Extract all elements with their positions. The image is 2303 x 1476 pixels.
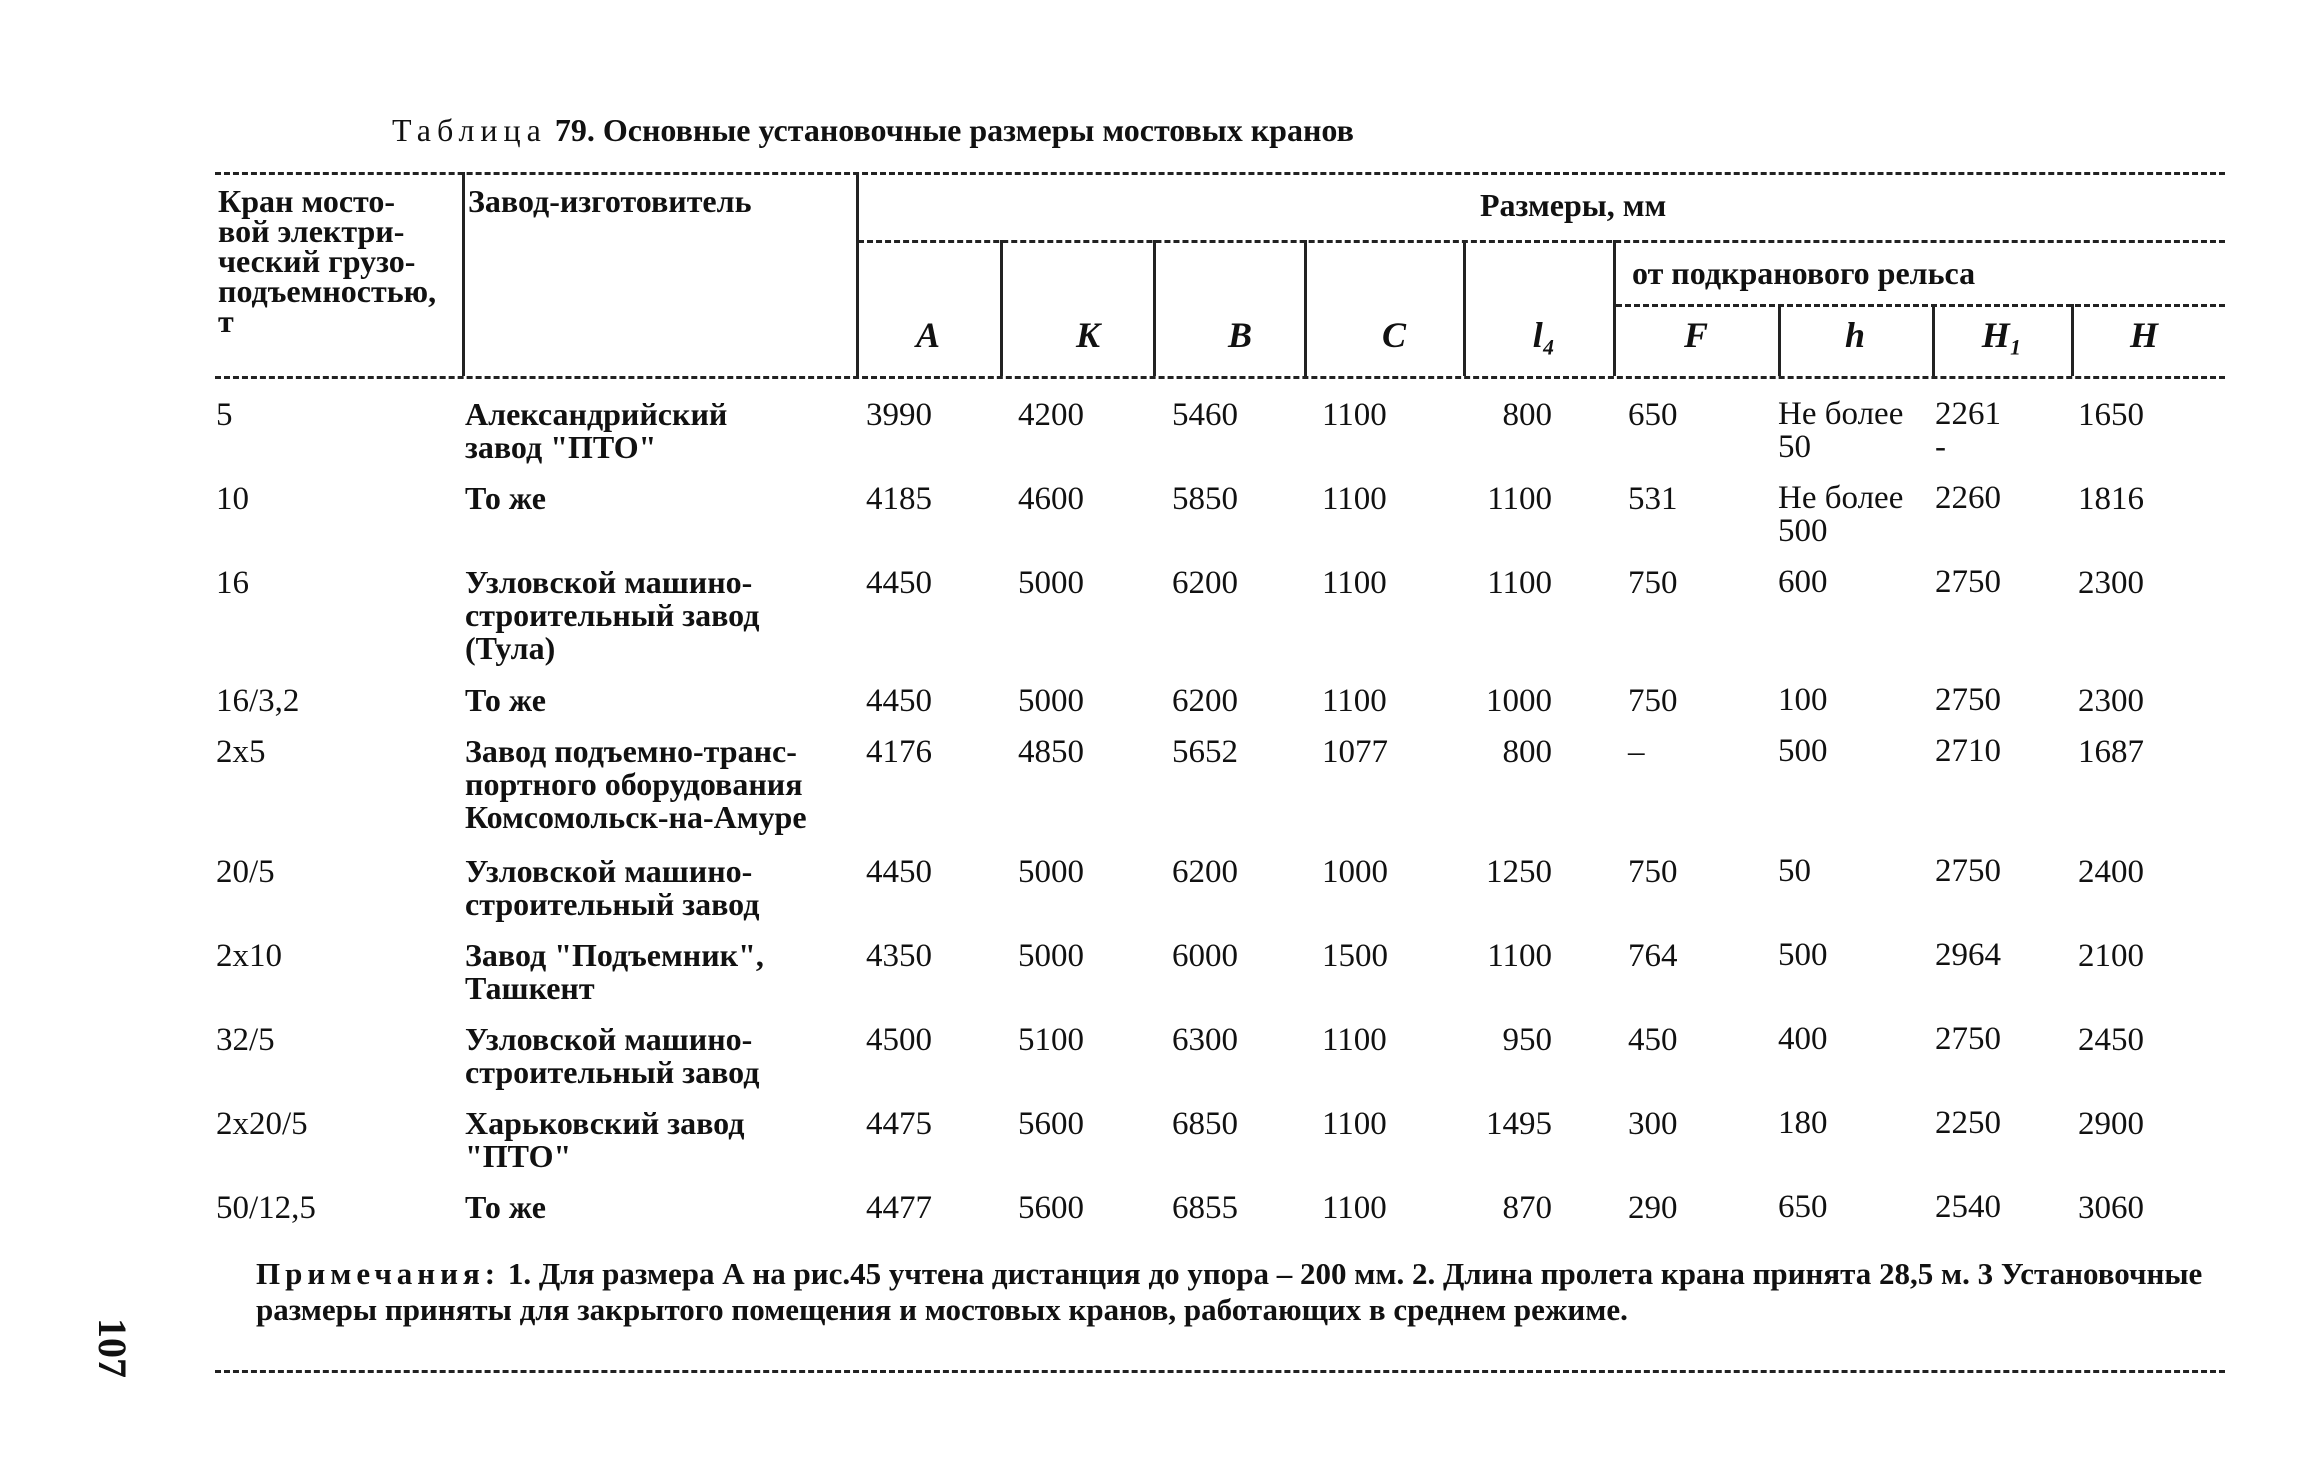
table-top-rule bbox=[215, 172, 2225, 175]
value-l4-cell: 800 bbox=[1502, 734, 1552, 770]
manufacturer-cell: Узловской машино- строительный завод (Тула) bbox=[465, 564, 760, 666]
manufacturer-cell: То же bbox=[465, 682, 546, 718]
value-l4-cell: 1100 bbox=[1487, 481, 1552, 517]
value-h-cell: 2900 bbox=[2078, 1106, 2144, 1142]
value-h-cell: 100 bbox=[1778, 682, 1828, 718]
rail-rule bbox=[1616, 304, 2225, 307]
value-b-cell: 6300 bbox=[1172, 1022, 1238, 1058]
page-number: 107 bbox=[90, 1318, 135, 1378]
manufacturer-cell: Завод подъемно-транс- портного оборудования Комсомольск-на-Амуре bbox=[465, 733, 807, 835]
value-h-cell: 650 bbox=[1778, 1189, 1828, 1225]
col-divider bbox=[856, 172, 859, 376]
value-h-cell: 2450 bbox=[2078, 1022, 2144, 1058]
value-h-cell: 500 bbox=[1778, 733, 1828, 769]
page-bottom-rule bbox=[215, 1370, 2225, 1373]
value-f-cell: 750 bbox=[1628, 854, 1678, 890]
value-a-cell: 4500 bbox=[866, 1022, 932, 1058]
value-f-cell: 750 bbox=[1628, 565, 1678, 601]
value-c-cell: 1500 bbox=[1322, 938, 1388, 974]
value-c-cell: 1100 bbox=[1322, 683, 1387, 719]
value-a-cell: 4450 bbox=[866, 565, 932, 601]
value-c-cell: 1077 bbox=[1322, 734, 1388, 770]
value-b-cell: 6855 bbox=[1172, 1190, 1238, 1226]
value-b-cell: 5850 bbox=[1172, 481, 1238, 517]
col-divider bbox=[1463, 240, 1466, 376]
value-h-cell: 500 bbox=[1778, 937, 1828, 973]
value-a-cell: 4185 bbox=[866, 481, 932, 517]
capacity-cell: 20/5 bbox=[216, 854, 275, 890]
value-h-cell: 1816 bbox=[2078, 481, 2144, 517]
value-l4-cell: 950 bbox=[1502, 1022, 1552, 1058]
capacity-cell: 2x5 bbox=[216, 734, 266, 770]
value-b-cell: 5652 bbox=[1172, 734, 1238, 770]
value-f-cell: – bbox=[1628, 734, 1645, 770]
value-f-cell: 650 bbox=[1628, 397, 1678, 433]
manufacturer-cell: То же bbox=[465, 1189, 546, 1225]
value-h-cell: Не более 500 bbox=[1778, 480, 1904, 549]
value-h-cell: 50 bbox=[1778, 853, 1811, 889]
value-h-cell: 180 bbox=[1778, 1105, 1828, 1141]
value-k-cell: 5000 bbox=[1018, 854, 1084, 890]
value-h-cell: Не более 50 bbox=[1778, 396, 1904, 465]
col-divider bbox=[1932, 304, 1935, 376]
value-k-cell: 5600 bbox=[1018, 1190, 1084, 1226]
header-symbol-l4: l₄ bbox=[1532, 315, 1556, 355]
value-k-cell: 5000 bbox=[1018, 938, 1084, 974]
col-divider bbox=[2071, 304, 2074, 376]
value-a-cell: 3990 bbox=[866, 397, 932, 433]
value-h-cell: 2300 bbox=[2078, 683, 2144, 719]
value-l4-cell: 1000 bbox=[1486, 683, 1552, 719]
value-a-cell: 4350 bbox=[866, 938, 932, 974]
value-k-cell: 5000 bbox=[1018, 683, 1084, 719]
value-f-cell: 450 bbox=[1628, 1022, 1678, 1058]
value-h1-cell: 2261 - bbox=[1935, 396, 2001, 465]
value-b-cell: 6200 bbox=[1172, 683, 1238, 719]
value-k-cell: 5600 bbox=[1018, 1106, 1084, 1142]
notes-text: 1. Для размера А на рис.45 учтена дистанция до упора – 200 мм. 2. Длина пролета крана принята 28,5 м. 3 Установочные размеры приняты для закрытого помещения и мостовых кранов, работающих в среднем режиме. bbox=[256, 1256, 2203, 1327]
capacity-cell: 5 bbox=[216, 397, 233, 433]
value-b-cell: 6850 bbox=[1172, 1106, 1238, 1142]
value-h-cell: 400 bbox=[1778, 1021, 1828, 1057]
value-c-cell: 1000 bbox=[1322, 854, 1388, 890]
capacity-cell: 16/3,2 bbox=[216, 683, 300, 719]
value-b-cell: 6000 bbox=[1172, 938, 1238, 974]
header-symbol-b: B bbox=[1227, 315, 1252, 355]
col-divider bbox=[1778, 304, 1781, 376]
value-c-cell: 1100 bbox=[1322, 565, 1387, 601]
col-divider bbox=[1000, 240, 1003, 376]
col-divider bbox=[1613, 240, 1616, 376]
header-bottom-rule bbox=[215, 376, 2225, 379]
value-h1-cell: 2964 bbox=[1935, 937, 2001, 973]
value-a-cell: 4477 bbox=[866, 1190, 932, 1226]
value-h1-cell: 2250 bbox=[1935, 1105, 2001, 1141]
header-symbol-c: C bbox=[1381, 315, 1406, 355]
col-divider bbox=[462, 172, 465, 376]
capacity-cell: 16 bbox=[216, 565, 249, 601]
header-from-rail: от подкранового рельса bbox=[1632, 255, 1976, 291]
capacity-cell: 2x20/5 bbox=[216, 1106, 308, 1142]
value-h1-cell: 2750 bbox=[1935, 682, 2001, 718]
value-k-cell: 4850 bbox=[1018, 734, 1084, 770]
sizes-rule bbox=[858, 240, 2225, 243]
value-c-cell: 1100 bbox=[1322, 1106, 1387, 1142]
manufacturer-cell: Александрийский завод "ПТО" bbox=[465, 396, 728, 465]
col-divider bbox=[1153, 240, 1156, 376]
value-h-cell: 1650 bbox=[2078, 397, 2144, 433]
value-c-cell: 1100 bbox=[1322, 1022, 1387, 1058]
header-symbol-k: K bbox=[1075, 315, 1100, 355]
value-h-cell: 2100 bbox=[2078, 938, 2144, 974]
header-symbol-a: A bbox=[915, 315, 940, 355]
value-h1-cell: 2750 bbox=[1935, 853, 2001, 889]
value-f-cell: 531 bbox=[1628, 481, 1678, 517]
capacity-cell: 10 bbox=[216, 481, 249, 517]
value-h1-cell: 2540 bbox=[1935, 1189, 2001, 1225]
value-b-cell: 6200 bbox=[1172, 854, 1238, 890]
header-symbol-f: F bbox=[1683, 315, 1708, 355]
col-divider bbox=[1304, 240, 1307, 376]
value-c-cell: 1100 bbox=[1322, 481, 1387, 517]
value-h-cell: 3060 bbox=[2078, 1190, 2144, 1226]
value-a-cell: 4450 bbox=[866, 854, 932, 890]
value-h-cell: 2300 bbox=[2078, 565, 2144, 601]
value-h-cell: 2400 bbox=[2078, 854, 2144, 890]
value-f-cell: 290 bbox=[1628, 1190, 1678, 1226]
value-k-cell: 4600 bbox=[1018, 481, 1084, 517]
value-h1-cell: 2260 bbox=[1935, 480, 2001, 516]
value-a-cell: 4176 bbox=[866, 734, 932, 770]
manufacturer-cell: Узловской машино- строительный завод bbox=[465, 853, 760, 922]
value-a-cell: 4475 bbox=[866, 1106, 932, 1142]
caption-lead: Таблица bbox=[392, 112, 547, 148]
value-k-cell: 5000 bbox=[1018, 565, 1084, 601]
table-notes bbox=[256, 1256, 2216, 1328]
value-l4-cell: 1100 bbox=[1487, 565, 1552, 601]
capacity-cell: 50/12,5 bbox=[216, 1190, 316, 1226]
value-c-cell: 1100 bbox=[1322, 397, 1387, 433]
header-symbol-h-small: h bbox=[1844, 315, 1866, 355]
header-symbol-h1: H₁ bbox=[1981, 315, 2023, 355]
value-l4-cell: 1250 bbox=[1486, 854, 1552, 890]
value-h1-cell: 2750 bbox=[1935, 1021, 2001, 1057]
header-symbol-h: H bbox=[2129, 315, 2158, 355]
table-caption bbox=[392, 112, 1354, 149]
value-h1-cell: 2750 bbox=[1935, 564, 2001, 600]
value-k-cell: 4200 bbox=[1018, 397, 1084, 433]
value-k-cell: 5100 bbox=[1018, 1022, 1084, 1058]
manufacturer-cell: Харьковский завод "ПТО" bbox=[465, 1105, 745, 1174]
caption-text: 79. Основные установочные размеры мостовых кранов bbox=[546, 112, 1354, 148]
value-f-cell: 750 bbox=[1628, 683, 1678, 719]
manufacturer-cell: То же bbox=[465, 480, 546, 516]
value-l4-cell: 870 bbox=[1502, 1190, 1552, 1226]
value-h-cell: 600 bbox=[1778, 564, 1828, 600]
capacity-cell: 32/5 bbox=[216, 1022, 275, 1058]
manufacturer-cell: Завод "Подъемник", Ташкент bbox=[465, 937, 764, 1006]
value-f-cell: 764 bbox=[1628, 938, 1678, 974]
value-f-cell: 300 bbox=[1628, 1106, 1678, 1142]
header-sizes: Размеры, мм bbox=[1480, 187, 1667, 223]
value-a-cell: 4450 bbox=[866, 683, 932, 719]
notes-lead: Примечания: bbox=[256, 1256, 501, 1291]
value-h-cell: 1687 bbox=[2078, 734, 2144, 770]
value-l4-cell: 800 bbox=[1502, 397, 1552, 433]
value-c-cell: 1100 bbox=[1322, 1190, 1387, 1226]
capacity-cell: 2x10 bbox=[216, 938, 282, 974]
value-b-cell: 6200 bbox=[1172, 565, 1238, 601]
value-l4-cell: 1100 bbox=[1487, 938, 1552, 974]
value-b-cell: 5460 bbox=[1172, 397, 1238, 433]
header-crane: Кран мосто- вой электри- ческий грузо- подъемностью, т bbox=[218, 183, 437, 339]
value-h1-cell: 2710 bbox=[1935, 733, 2001, 769]
manufacturer-cell: Узловской машино- строительный завод bbox=[465, 1021, 760, 1090]
value-l4-cell: 1495 bbox=[1486, 1106, 1552, 1142]
header-manufacturer: Завод-изготовитель bbox=[468, 183, 752, 219]
